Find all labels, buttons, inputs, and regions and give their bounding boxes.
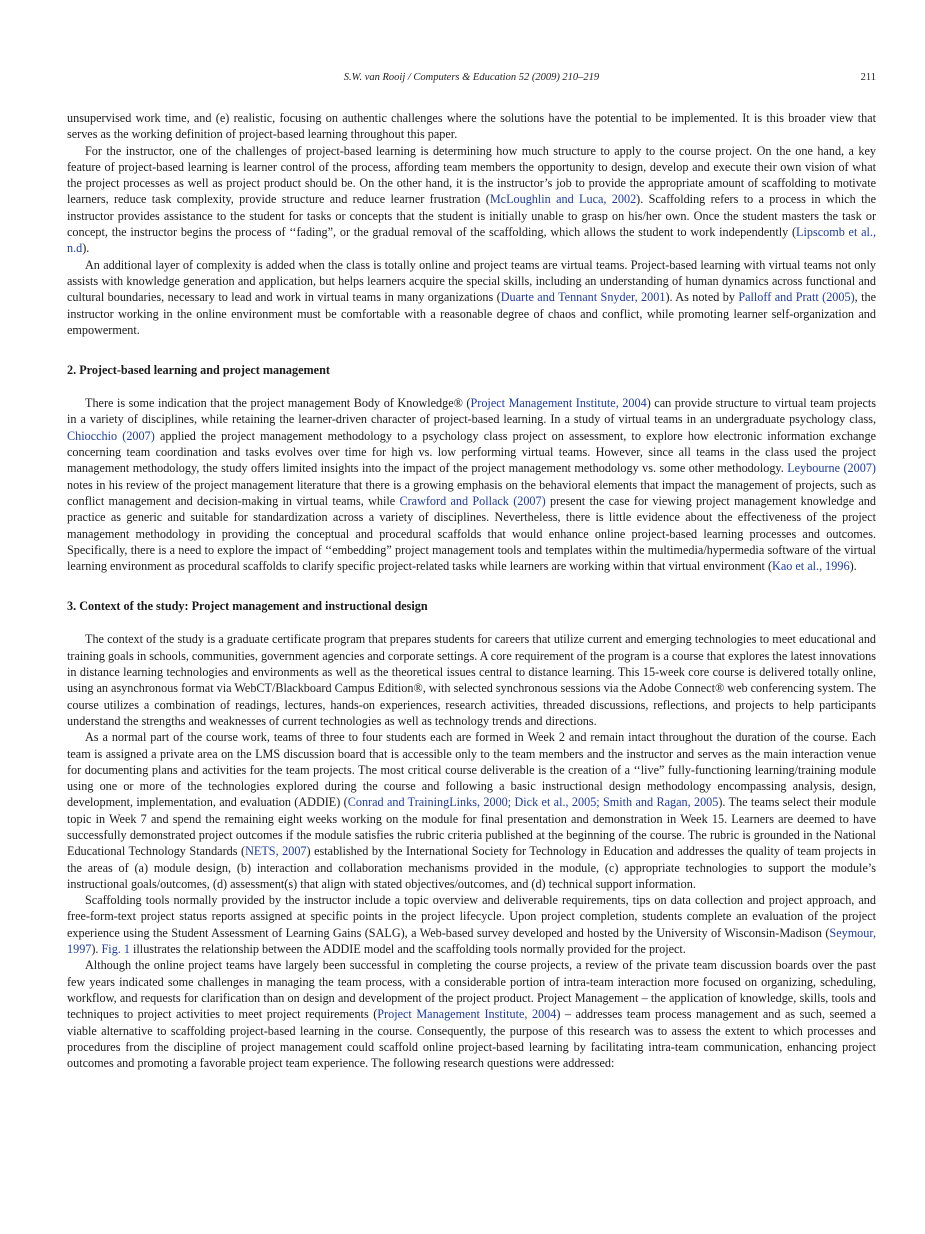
paragraph: The context of the study is a graduate certificate program that prepares students for careers that utilize current and emerging technologies to meet educational and training goals in schools, communities, government agencies and corporate settings. A core requirement of the program is a course that explores the latest innovations in distance learning technologies and environments as well as the theoretical issues central to distance learning. This 15-week core course is delivered totally online, using an asynchronous format via WebCT/Blackboard Campus Edition®, with selected synchronous sessions via the Adobe Connect® web conferencing system. The course utilizes a combination of readings, lectures, hands-on experiences, research activities, threaded discussions, reflections, and projects to help participants understand the strengths and weaknesses of current technologies as well as technology trends and directions. bbox=[67, 632, 876, 728]
paragraph: Scaffolding tools normally provided by the instructor include a topic overview and deliverable requirements, tips on data collection and project approach, and free-form-text project status reports assigned at specific points in the project lifecycle. Upon project completion, students complete an evaluation of the project experience using the Student Assessment of Learning Gains (SALG), a Web-based survey developed and hosted by the University of Wisconsin-Madison (Seymour, 1997). Fig. 1 illustrates the relationship between the ADDIE model and the scaffolding tools normally provided for the project. bbox=[67, 893, 876, 957]
article-page bbox=[67, 70, 876, 1071]
section-heading: 2. Project-based learning and project management bbox=[67, 363, 330, 378]
paragraph: As a normal part of the course work, teams of three to four students each are formed in Week 2 and remain intact throughout the duration of the course. Each team is assigned a private area on the LMS discussion board that is accessible only to the team members and the instructor and serves as the main interaction venue for documenting plans and activities for the team projects. The most critical course deliverable is the creation of a ‘‘live” fully-functioning learning/training module using one or more of the technologies explored during the course and following a basic instructional design methodology encompassing analysis, design, development, implementation, and evaluation (ADDIE) (Conrad and TrainingLinks, 2000; Dick et al., 2005; Smith and Ragan, 2005). The teams select their module topic in Week 7 and spend the remaining eight weeks working on the module for final presentation and demonstration in Week 15. Learners are deemed to have successfully demonstrated project outcomes if the module satisfies the rubric criteria published at the beginning of the course. The rubric is grounded in the National Educational Technology Standards (NETS, 2007) established by the International Society for Technology in Education and addresses the quality of team projects in the areas of (a) module design, (b) interaction and collaboration mechanisms provided in the module, (c) appropriate technologies to support the module’s instructional goals/outcomes, (d) assessment(s) that align with stated objectives/outcomes, and (d) technical support information. bbox=[67, 730, 876, 891]
journal-citation: S.W. van Rooij / Computers & Education 52 (2009) 210–219 bbox=[343, 72, 600, 83]
paragraph: There is some indication that the project management Body of Knowledge® (Project Management Institute, 2004) can provide structure to virtual team projects in a variety of disciplines, while retaining the learner-driven character of project-based learning. In a study of virtual teams in an undergraduate psychology class, Chiocchio (2007) applied the project management methodology to a psychology class project on assessment, to explore how electronic information exchange concerning team coordination and tasks evolves over time for high vs. low performing virtual teams. However, since all teams in the class used the project management methodology, the study offers limited insights into the impact of the project management methodology vs. some other methodology. Leybourne (2007) notes in his review of the project management literature that there is a growing emphasis on the behavioral elements that impact the management of projects, such as conflict management and decision-making in virtual teams, while Crawford and Pollack (2007) present the case for viewing project management knowledge and practice as generic and suitable for standardization across a variety of disciplines. Nevertheless, there is little evidence about the effectiveness of the project management methodology in providing the conceptual and procedural scaffolds that would enhance online project-based learning processes and outcomes. Specifically, there is a need to explore the impact of ‘‘embedding” project management tools and templates within the multimedia/hypermedia software of the virtual learning environment as procedural scaffolds to clarify specific project-related tasks while learners are working within that virtual environment (Kao et al., 1996). bbox=[67, 396, 876, 574]
citation-link[interactable]: Conrad and TrainingLinks, 2000; Dick et al., 2005; Smith and Ragan, 2005 bbox=[347, 795, 719, 810]
citation-link[interactable]: Project Management Institute, 2004 bbox=[470, 396, 647, 411]
section-heading: 3. Context of the study: Project management and instructional design bbox=[67, 599, 428, 614]
citation-link[interactable]: Lipscomb et al., n.d bbox=[67, 225, 876, 256]
citation-link[interactable]: McLoughlin and Luca, 2002 bbox=[489, 192, 637, 207]
paragraph: For the instructor, one of the challenges of project-based learning is determining how much structure to apply to the course project. On the one hand, a key feature of project-based learning is learner control of the process, affording team members the opportunity to design, develop and execute their own vision of what the project processes as well as project product should be. On the other hand, it is the instructor’s job to provide the appropriate amount of scaffolding to motivate learners, reduce task complexity, provide structure and reduce learner frustration (McLoughlin and Luca, 2002). Scaffolding refers to a process in which the instructor provides assistance to the student for tasks or concepts that the student is initially unable to grasp on his/her own. Once the student masters the task or concept, the instructor begins the process of ‘‘fading”, or the gradual removal of the scaffolding, which allows the student to work independently (Lipscomb et al., n.d). bbox=[67, 143, 876, 256]
citation-link[interactable]: Duarte and Tennant Snyder, 2001 bbox=[500, 290, 666, 305]
citation-link[interactable]: Leybourne (2007) bbox=[787, 461, 876, 476]
figure-link[interactable]: Fig. 1 bbox=[101, 942, 130, 957]
citation-link[interactable]: NETS, 2007 bbox=[245, 844, 307, 859]
citation-link[interactable]: Kao et al., 1996 bbox=[772, 559, 850, 574]
paragraph: An additional layer of complexity is added when the class is totally online and project teams are virtual teams. Project-based learning with virtual teams not only assists with knowledge generation and application, but helps learners acquire the special skills, including an understanding of human dynamics across functional and cultural boundaries, necessary to lead and work in virtual teams in many organizations (Duarte and Tennant Snyder, 2001). As noted by Palloff and Pratt (2005), the instructor working in the online environment must be comfortable with a reasonable degree of chaos and conflict, while promoting learner self-organization and empowerment. bbox=[67, 257, 877, 337]
page-number: 211 bbox=[860, 72, 876, 83]
citation-link[interactable]: Seymour, 1997 bbox=[67, 925, 876, 957]
citation-link[interactable]: Crawford and Pollack (2007) bbox=[399, 493, 546, 508]
citation-link[interactable]: Chiocchio (2007) bbox=[67, 428, 155, 443]
citation-link[interactable]: Project Management Institute, 2004 bbox=[377, 1007, 557, 1022]
citation-link[interactable]: Palloff and Pratt (2005) bbox=[738, 290, 855, 305]
paragraph: Although the online project teams have largely been successful in completing the course projects, a review of the private team discussion boards over the past few years indicated some challenges in managing the team process, with a considerable portion of intra-team interaction more focused on organizing, scheduling, workflow, and requests for clarification than on design and development of the project product. Project Management – the application of knowledge, skills, tools and techniques to project activities to meet project requirements (Project Management Institute, 2004) – addresses team process management and as such, seemed a viable alternative to scaffolding project-based learning in the course. Consequently, the purpose of this research was to assess the extent to which processes and procedures from the discipline of project management could scaffold online project-based learning by facilitating intra-team communication, enhancing project outcomes and promoting a favorable project team experience. The following research questions were addressed: bbox=[67, 958, 876, 1071]
running-header bbox=[67, 70, 876, 86]
paragraph: unsupervised work time, and (e) realistic, focusing on authentic challenges where the solutions have the potential to be implemented. It is this broader view that serves as the working definition of project-based learning throughout this paper. bbox=[67, 111, 876, 142]
